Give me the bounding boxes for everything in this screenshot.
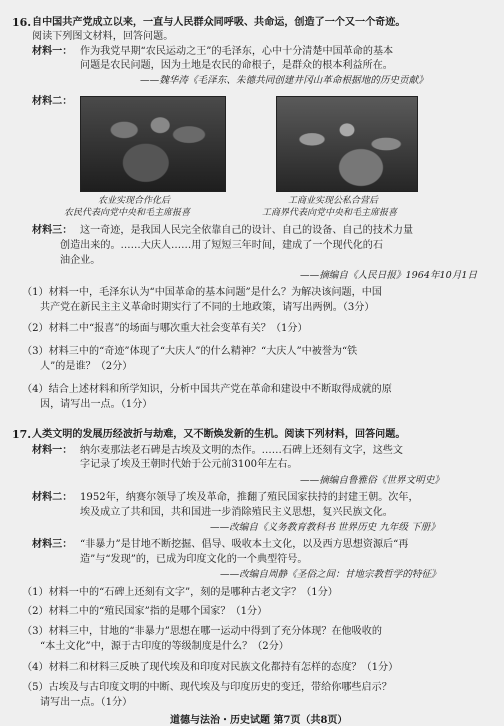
q17-material1-source: ——摘编自鲁雅俗《世界文明史》	[300, 475, 444, 486]
q16-subquestion-1: 共产党在新民主主义革命时期实行了不同的土地政策，请写出两例。（3分）	[40, 302, 375, 313]
q16-material3-text: 创造出来的。……大庆人……用了短短三年时间，建成了一个现代化的石	[60, 240, 383, 251]
q16-material1-text: 作为我党早期“农民运动之王”的毛泽东，心中十分清楚中国革命的基本	[80, 46, 394, 57]
q16-subquestion-1: （1）材料一中，毛泽东认为“中国革命的基本问题”是什么？为解决该问题，中国	[22, 287, 382, 298]
q17-subquestion-1: （1）材料一中的“石碑上还刻有文字”，刻的是哪种古老文字？（1分）	[22, 587, 338, 598]
q16-material3-source: ——摘编自《人民日报》1964年10月1日	[300, 270, 478, 281]
q16-material1-source: ——魏华涛《毛泽东、朱德共同创建井冈山革命根据地的历史贡献》	[140, 75, 428, 86]
q17-material3-text: “非暴力”是甘地不断挖掘、倡导、吸收本土文化，以及西方思想资源后“再	[80, 539, 409, 550]
q17-material2-text: 埃及成立了共和国，共和国进一步消除殖民主义思想，复兴民族文化。	[80, 507, 393, 518]
q16-instruction: 阅读下列图文材料，回答问题。	[32, 31, 174, 42]
q16-intro: 自中国共产党成立以来，一直与人民群众同呼吸、共命运，创造了一个又一个奇迹。	[32, 17, 406, 28]
q17-subquestion-2: （2）材料二中的“殖民国家”指的是哪个国家？（1分）	[22, 606, 268, 617]
q17-subquestion-4: （4）材料二和材料三反映了现代埃及和印度对民族文化都持有怎样的态度？（1分）	[22, 662, 399, 673]
photo1-caption: 农民代表向党中央和毛主席报喜	[64, 208, 191, 218]
q17-material1-text: 字记录了埃及王朝时代始于公元前3100年左右。	[80, 459, 298, 470]
q17-subquestion-5: 请写出一点。（1分）	[40, 697, 133, 708]
q17-material3-text: 造”与“发现”的，已成为印度文化的一个典型符号。	[80, 554, 308, 565]
q16-material2-label: 材料二：	[32, 96, 73, 107]
q16-material1-text: 问题是农民问题，因为土地是农民的命根子，是群众的根本利益所在。	[80, 60, 393, 71]
q16-subquestion-2: （2）材料二中“报喜”的场面与哪次重大社会变革有关？（1分）	[22, 323, 308, 334]
q16-material1-label: 材料一：	[32, 46, 73, 57]
q16-subquestion-3: 人”的是谁？（2分）	[40, 361, 133, 372]
q16-subquestion-4: （4）结合上述材料和所学知识，分析中国共产党在革命和建设中不断取得成就的原	[22, 384, 392, 395]
q16-subquestion-4: 因，请写出一点。（1分）	[40, 399, 153, 410]
q17-material2-label: 材料二：	[32, 492, 73, 503]
photo1-caption: 农业实现合作化后	[98, 196, 171, 206]
q17-material3-source: ——改编自周静《圣俗之间：甘地宗教哲学的特征》	[220, 569, 441, 580]
question-17-number: 17.	[12, 428, 32, 441]
q16-material3-text: 这一奇迹，是我国人民完全依靠自己的设计、自己的设备、自己的技术力量	[80, 225, 414, 236]
q16-subquestion-3: （3）材料三中的“奇迹”体现了“大庆人”的什么精神？“大庆人”中被誉为“铁	[22, 346, 358, 357]
q17-subquestion-5: （5）古埃及与古印度文明的中断、现代埃及与印度历史的变迁，带给你哪些启示？	[22, 682, 392, 693]
q17-subquestion-3: （3）材料三中，甘地的“非暴力”思想在哪一运动中得到了充分体现？在他吸收的	[22, 626, 382, 637]
q17-material3-label: 材料三：	[32, 539, 73, 550]
q17-material2-source: ——改编自《义务教育教科书 世界历史 九年级 下册》	[210, 522, 440, 533]
merchants-report-photo	[276, 96, 418, 192]
q17-intro: 人类文明的发展历经波折与劫难，又不断焕发新的生机。阅读下列材料，回答问题。	[32, 429, 406, 440]
q17-subquestion-3: “本土文化”中，源于古印度的等级制度是什么？（2分）	[40, 641, 289, 652]
q16-material3-text: 油企业。	[60, 255, 101, 266]
photo2-caption: 工商业实现公私合营后	[288, 196, 379, 206]
q16-material3-label: 材料三：	[32, 225, 73, 236]
question-16-number: 16.	[12, 16, 32, 29]
farmers-report-photo	[80, 96, 226, 192]
page-footer: 道德与法治・历史试题 第7页（共8页）	[170, 715, 348, 726]
q17-material1-label: 材料一：	[32, 445, 73, 456]
photo2-caption: 工商界代表向党中央和毛主席报喜	[262, 208, 398, 218]
q17-material1-text: 纳尔麦那法老石碑是古埃及文明的杰作。……石碑上还刻有文字，这些文	[80, 445, 403, 456]
q17-material2-text: 1952年，纳赛尔领导了埃及革命，推翻了殖民国家扶持的封建王朝。次年，	[80, 492, 419, 503]
